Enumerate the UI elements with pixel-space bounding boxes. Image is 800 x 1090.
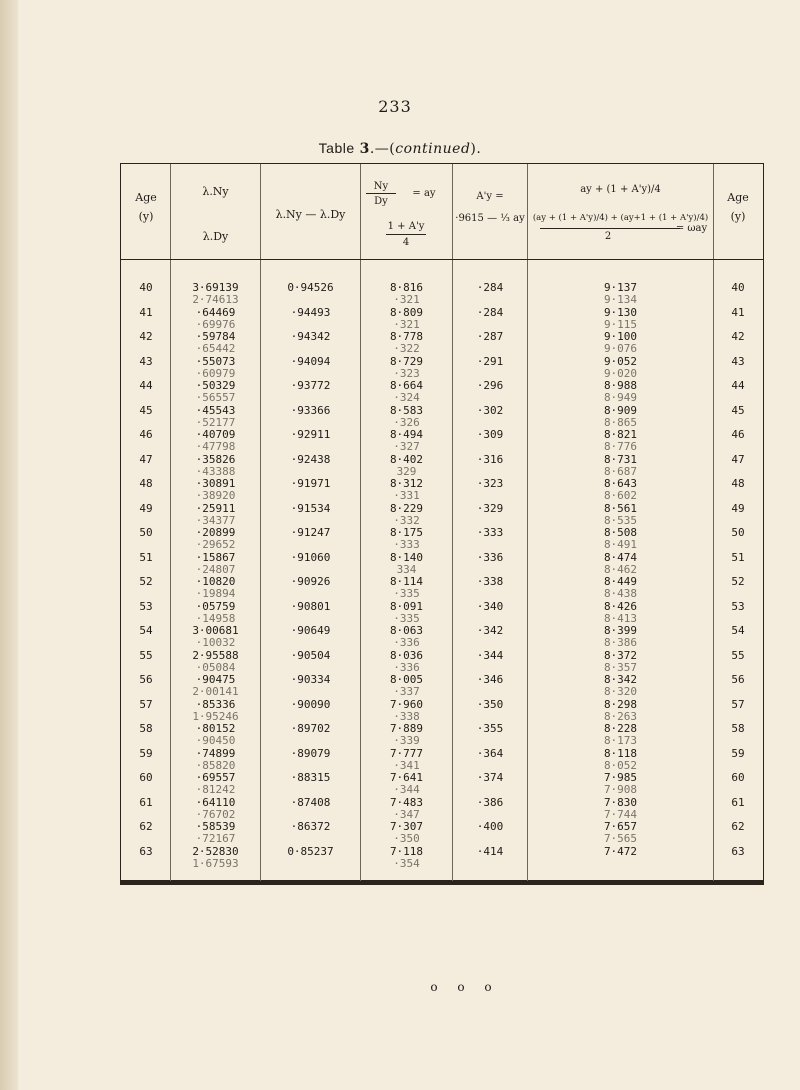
col4-value: ·386 [476, 795, 504, 809]
col4-value: ·344 [476, 648, 504, 662]
col2-value: ·92911 [290, 428, 331, 441]
col3-value: 8·140 [389, 550, 424, 564]
header-col1-top: λ.Ny [202, 185, 229, 198]
col5-value: 8·228 [603, 722, 638, 735]
age-cell: 60 [139, 771, 153, 784]
header-col3-eq: = ay [412, 188, 436, 199]
header-rule [121, 259, 763, 260]
col4-value: ·309 [476, 428, 504, 441]
col1-difference: ·14958 [195, 611, 236, 625]
col3-value: 8·729 [389, 354, 424, 368]
col3-difference: ·337 [393, 685, 420, 698]
age-right-cell: 48 [731, 477, 745, 490]
col3-difference: ·322 [393, 342, 420, 355]
col5-difference: 7·908 [603, 783, 638, 796]
age-right-cell: 54 [731, 624, 745, 637]
col1-difference: ·56557 [195, 391, 236, 404]
table-title-word: Table [318, 140, 355, 156]
col5-value: 8·372 [603, 648, 638, 662]
col3-value: 8·494 [389, 428, 424, 441]
col5-value: 9·100 [603, 330, 638, 343]
age-right-cell: 59 [731, 746, 745, 760]
age-cell: 63 [139, 844, 153, 858]
col3-difference: ·323 [393, 366, 420, 380]
col5-difference: 8·776 [603, 440, 638, 453]
age-cell: 47 [139, 452, 153, 466]
col3-value: 7·641 [389, 771, 424, 784]
col1-difference: ·05084 [195, 660, 236, 674]
col2-value: ·91971 [290, 477, 331, 490]
col5-difference: 8·052 [603, 758, 638, 772]
col5-value: 8·731 [603, 452, 638, 466]
age-cell: 49 [139, 501, 153, 515]
col3-value: 8·312 [389, 477, 424, 490]
col3-value: 7·960 [389, 697, 424, 711]
col4-value: ·316 [476, 452, 504, 466]
age-right-cell: 52 [731, 575, 745, 588]
header-col5-fraction-bar [540, 228, 680, 229]
age-right-cell: 49 [731, 501, 745, 515]
age-right-cell: 40 [731, 281, 745, 294]
col1-difference: ·90450 [195, 734, 236, 747]
col3-value: 7·307 [389, 820, 424, 833]
col2-value: ·93772 [290, 379, 331, 392]
col1-value: ·10820 [195, 575, 236, 588]
col5-difference: 8·865 [603, 415, 638, 429]
col3-difference: ·350 [393, 832, 420, 845]
col1-difference: ·85820 [195, 758, 236, 772]
header-col4-bottom: ·9615 — ¹⁄₃ ay [455, 213, 525, 224]
header-col5-den: 2 [604, 231, 612, 242]
col3-value: 8·664 [389, 379, 424, 392]
col5-difference: 9·134 [603, 293, 638, 306]
col4-value: ·346 [476, 673, 504, 686]
col3-difference: 329 [396, 464, 417, 478]
col5-value: 8·643 [603, 477, 638, 490]
col1-value: 3·00681 [192, 624, 239, 637]
col1-value: ·05759 [195, 599, 236, 613]
col4-value: ·340 [476, 599, 504, 613]
age-cell: 58 [139, 722, 153, 735]
col1-difference: ·72167 [195, 832, 236, 845]
col3-difference: ·335 [393, 611, 420, 625]
col2-value: 0·85237 [287, 844, 334, 858]
header-col5-top: ay + (1 + A'y)/4 [580, 184, 661, 195]
col1-difference: 2·74613 [192, 293, 239, 306]
col3-value: 8·036 [389, 648, 424, 662]
col4-value: ·284 [476, 281, 504, 294]
age-right-cell: 53 [731, 599, 745, 613]
header-col3-fraction-bar [366, 193, 396, 194]
age-right-cell: 46 [731, 428, 745, 441]
col5-value: 8·508 [603, 526, 638, 539]
col4-value: ·284 [476, 305, 504, 319]
col5-difference: 8·949 [603, 391, 638, 404]
col3-difference: ·338 [393, 709, 420, 723]
col1-difference: ·47798 [195, 440, 236, 453]
col3-value: 7·118 [389, 844, 424, 858]
age-cell: 50 [139, 526, 153, 539]
col1-value: ·15867 [195, 550, 236, 564]
col5-difference: 9·115 [603, 317, 638, 331]
col1-value: ·64469 [195, 305, 236, 319]
age-right-cell: 62 [731, 820, 745, 833]
col1-value: ·50329 [195, 379, 236, 392]
col1-value: ·30891 [195, 477, 236, 490]
col2-value: ·93366 [290, 403, 331, 417]
col5-difference: 7·744 [603, 807, 638, 821]
age-cell: 51 [139, 550, 153, 564]
col3-difference: ·335 [393, 587, 420, 600]
col3-value: 8·005 [389, 673, 424, 686]
col1-value: ·35826 [195, 452, 236, 466]
col3-value: 8·114 [389, 575, 424, 588]
col5-difference: 8·413 [603, 611, 638, 625]
col4-value: ·333 [476, 526, 504, 539]
col5-value: 7·472 [603, 844, 638, 858]
col5-value: 8·988 [603, 379, 638, 392]
col4-value: ·374 [476, 771, 504, 784]
col1-difference: ·29652 [195, 538, 236, 551]
col3-difference: ·321 [393, 317, 420, 331]
col1-value: ·74899 [195, 746, 236, 760]
age-right-cell: 51 [731, 550, 745, 564]
col3-difference: ·331 [393, 489, 420, 502]
col5-value: 8·342 [603, 673, 638, 686]
age-right-cell: 61 [731, 795, 745, 809]
age-right-cell: 58 [731, 722, 745, 735]
header-age: Age [135, 191, 157, 204]
col2-value: ·94493 [290, 305, 331, 319]
col5-value: 7·830 [603, 795, 638, 809]
header-col5-eq: = ωay [675, 223, 708, 234]
col4-value: ·302 [476, 403, 504, 417]
age-cell: 56 [139, 673, 153, 686]
age-cell: 48 [139, 477, 153, 490]
col3-value: 8·809 [389, 305, 424, 319]
age-cell: 44 [139, 379, 153, 392]
col3-value: 8·583 [389, 403, 424, 417]
col1-difference: ·10032 [195, 636, 236, 649]
col4-value: ·323 [476, 477, 504, 490]
age-right-cell: 50 [731, 526, 745, 539]
col1-value: 2·95588 [192, 648, 239, 662]
table-title-close: ). [470, 141, 482, 157]
age-right-cell: 41 [731, 305, 745, 319]
col5-value: 8·118 [603, 746, 638, 760]
age-right-cell: 56 [731, 673, 745, 686]
col3-difference: ·333 [393, 538, 420, 551]
age-right-cell: 55 [731, 648, 745, 662]
col5-value: 8·561 [603, 501, 638, 515]
col4-value: ·400 [476, 820, 504, 833]
col5-difference: 8·438 [603, 587, 638, 600]
col2-value: ·89702 [290, 722, 331, 735]
col3-difference: ·332 [393, 513, 420, 527]
col5-value: 8·821 [603, 428, 638, 441]
age-cell: 57 [139, 697, 153, 711]
col3-difference: ·354 [393, 856, 420, 870]
col2-value: ·90649 [290, 624, 331, 637]
col2-value: ·88315 [290, 771, 331, 784]
col4-value: ·364 [476, 746, 504, 760]
col4-value: ·338 [476, 575, 504, 588]
col2-value: ·94094 [290, 354, 331, 368]
col4-value: ·336 [476, 550, 504, 564]
table-title-number: 3 [359, 141, 370, 157]
col2-value: ·90334 [290, 673, 331, 686]
col5-difference: 9·076 [603, 342, 638, 355]
header-col2: λ.Ny — λ.Dy [275, 208, 346, 221]
col1-difference: ·19894 [195, 587, 236, 600]
age-right-cell: 57 [731, 697, 745, 711]
col2-value: ·91534 [290, 501, 331, 515]
header-col3-mid: Dy [374, 196, 388, 207]
col1-value: ·20899 [195, 526, 236, 539]
footer-ornament: o o o [430, 980, 500, 994]
col1-difference: ·60979 [195, 366, 236, 380]
col2-value: 0·94526 [287, 281, 334, 294]
col3-difference: ·326 [393, 415, 420, 429]
col5-difference: 8·386 [603, 636, 638, 649]
age-right-cell: 44 [731, 379, 745, 392]
col5-difference: 8·320 [603, 685, 638, 698]
header-col3-top: Ny [373, 181, 389, 192]
col5-difference: 8·263 [603, 709, 638, 723]
col3-difference: 334 [396, 562, 417, 576]
col3-difference: ·324 [393, 391, 420, 404]
age-cell: 62 [139, 820, 153, 833]
col2-value: ·92438 [290, 452, 331, 466]
col1-difference: ·65442 [195, 342, 236, 355]
col1-value: ·25911 [195, 501, 236, 515]
col3-value: 8·402 [389, 452, 424, 466]
header-col1-bottom: λ.Dy [202, 230, 229, 243]
age-right-cell: 60 [731, 771, 745, 784]
col4-value: ·287 [476, 330, 504, 343]
col5-value: 9·130 [603, 305, 638, 319]
age-right-cell: 45 [731, 403, 745, 417]
col1-difference: 2·00141 [192, 685, 239, 698]
age-cell: 61 [139, 795, 153, 809]
col4-value: ·296 [476, 379, 504, 392]
col2-value: ·86372 [290, 820, 331, 833]
col5-difference: 8·462 [603, 562, 638, 576]
age-cell: 55 [139, 648, 153, 662]
age-cell: 52 [139, 575, 153, 588]
col2-value: ·89079 [290, 746, 331, 760]
col2-value: ·94342 [290, 330, 331, 343]
col5-value: 9·137 [603, 281, 638, 294]
header-age-right-sub: (y) [730, 210, 746, 223]
table-title [250, 140, 550, 157]
col1-difference: 1·67593 [192, 856, 239, 870]
page-number: 233 [378, 97, 412, 116]
col4-value: ·291 [476, 354, 504, 368]
header-age-sub: (y) [138, 210, 154, 223]
col2-value: ·90504 [290, 648, 331, 662]
col4-value: ·350 [476, 697, 504, 711]
col3-value: 8·778 [389, 330, 424, 343]
col1-value: 3·69139 [192, 281, 239, 294]
age-cell: 43 [139, 354, 153, 368]
age-cell: 42 [139, 330, 153, 343]
col2-value: ·87408 [290, 795, 331, 809]
col3-difference: ·341 [393, 758, 420, 772]
col3-value: 8·063 [389, 624, 424, 637]
col1-value: ·40709 [195, 428, 236, 441]
col1-difference: ·76702 [195, 807, 236, 821]
col5-value: 8·298 [603, 697, 638, 711]
col1-difference: ·34377 [195, 513, 236, 527]
age-right-cell: 42 [731, 330, 745, 343]
col2-value: ·91247 [290, 526, 331, 539]
col3-value: 7·889 [389, 722, 424, 735]
col5-difference: 7·565 [603, 832, 638, 845]
col3-difference: ·336 [393, 636, 420, 649]
col3-difference: ·321 [393, 293, 420, 306]
age-cell: 59 [139, 746, 153, 760]
col1-difference: 1·95246 [192, 709, 239, 723]
age-cell: 54 [139, 624, 153, 637]
col5-difference: 8·491 [603, 538, 638, 551]
col1-difference: ·24807 [195, 562, 236, 576]
col2-value: ·90801 [290, 599, 331, 613]
col5-value: 7·985 [603, 771, 638, 784]
col5-difference: 9·020 [603, 366, 638, 380]
age-right-cell: 63 [731, 844, 745, 858]
age-cell: 41 [139, 305, 153, 319]
col5-value: 7·657 [603, 820, 638, 833]
col3-value: 7·483 [389, 795, 424, 809]
col5-value: 8·909 [603, 403, 638, 417]
header-col3-bottom: 1 + A'y [387, 221, 425, 232]
col5-difference: 8·602 [603, 489, 638, 502]
col5-difference: 8·357 [603, 660, 638, 674]
col1-value: ·59784 [195, 330, 236, 343]
table-title-suffix: .—( [369, 141, 396, 157]
age-cell: 53 [139, 599, 153, 613]
col1-value: ·55073 [195, 354, 236, 368]
col5-difference: 8·173 [603, 734, 638, 747]
col1-value: ·45543 [195, 403, 236, 417]
col3-value: 7·777 [389, 746, 424, 760]
col3-value: 8·816 [389, 281, 424, 294]
col3-difference: ·327 [393, 440, 420, 453]
col4-value: ·329 [476, 501, 504, 515]
col1-value: ·64110 [195, 795, 236, 809]
col5-value: 8·449 [603, 575, 638, 588]
col1-difference: ·69976 [195, 317, 236, 331]
col1-value: ·85336 [195, 697, 236, 711]
age-right-cell: 43 [731, 354, 745, 368]
col1-value: 2·52830 [192, 844, 239, 858]
col1-difference: ·52177 [195, 415, 236, 429]
col4-value: ·414 [476, 844, 504, 858]
col2-value: ·90926 [290, 575, 331, 588]
col4-value: ·342 [476, 624, 504, 637]
col2-value: ·91060 [290, 550, 331, 564]
col1-difference: ·81242 [195, 783, 236, 796]
col5-value: 9·052 [603, 354, 638, 368]
col5-value: 8·474 [603, 550, 638, 564]
col3-difference: ·344 [393, 783, 420, 796]
col5-difference: 8·687 [603, 464, 638, 478]
header-col3-den: 4 [402, 237, 410, 248]
col1-value: ·80152 [195, 722, 236, 735]
col5-value: 8·426 [603, 599, 638, 613]
table-frame-bottom-rule [120, 880, 764, 885]
col1-value: ·69557 [195, 771, 236, 784]
col3-value: 8·229 [389, 501, 424, 515]
header-col5-bottom: (ay + (1 + A'y)/4) + (ay+1 + (1 + A'y)/4) [532, 213, 709, 223]
age-right-cell: 47 [731, 452, 745, 466]
col1-difference: ·38920 [195, 489, 236, 502]
col3-value: 8·091 [389, 599, 424, 613]
col4-value: ·355 [476, 722, 504, 735]
col1-value: ·90475 [195, 673, 236, 686]
col3-value: 8·175 [389, 526, 424, 539]
header-col4-top: A'y = [476, 191, 504, 202]
header-col3-fraction-bar-2 [386, 234, 426, 235]
page-binding-edge [0, 0, 18, 1090]
col3-difference: ·339 [393, 734, 420, 747]
col5-difference: 8·535 [603, 513, 638, 527]
age-cell: 40 [139, 281, 153, 294]
table-title-continued: continued [395, 141, 471, 157]
age-cell: 45 [139, 403, 153, 417]
col3-difference: ·347 [393, 807, 420, 821]
col1-difference: ·43388 [195, 464, 236, 478]
header-age-right: Age [727, 191, 749, 204]
col2-value: ·90090 [290, 697, 331, 711]
age-cell: 46 [139, 428, 153, 441]
col3-difference: ·336 [393, 660, 420, 674]
col1-value: ·58539 [195, 820, 236, 833]
col5-value: 8·399 [603, 624, 638, 637]
